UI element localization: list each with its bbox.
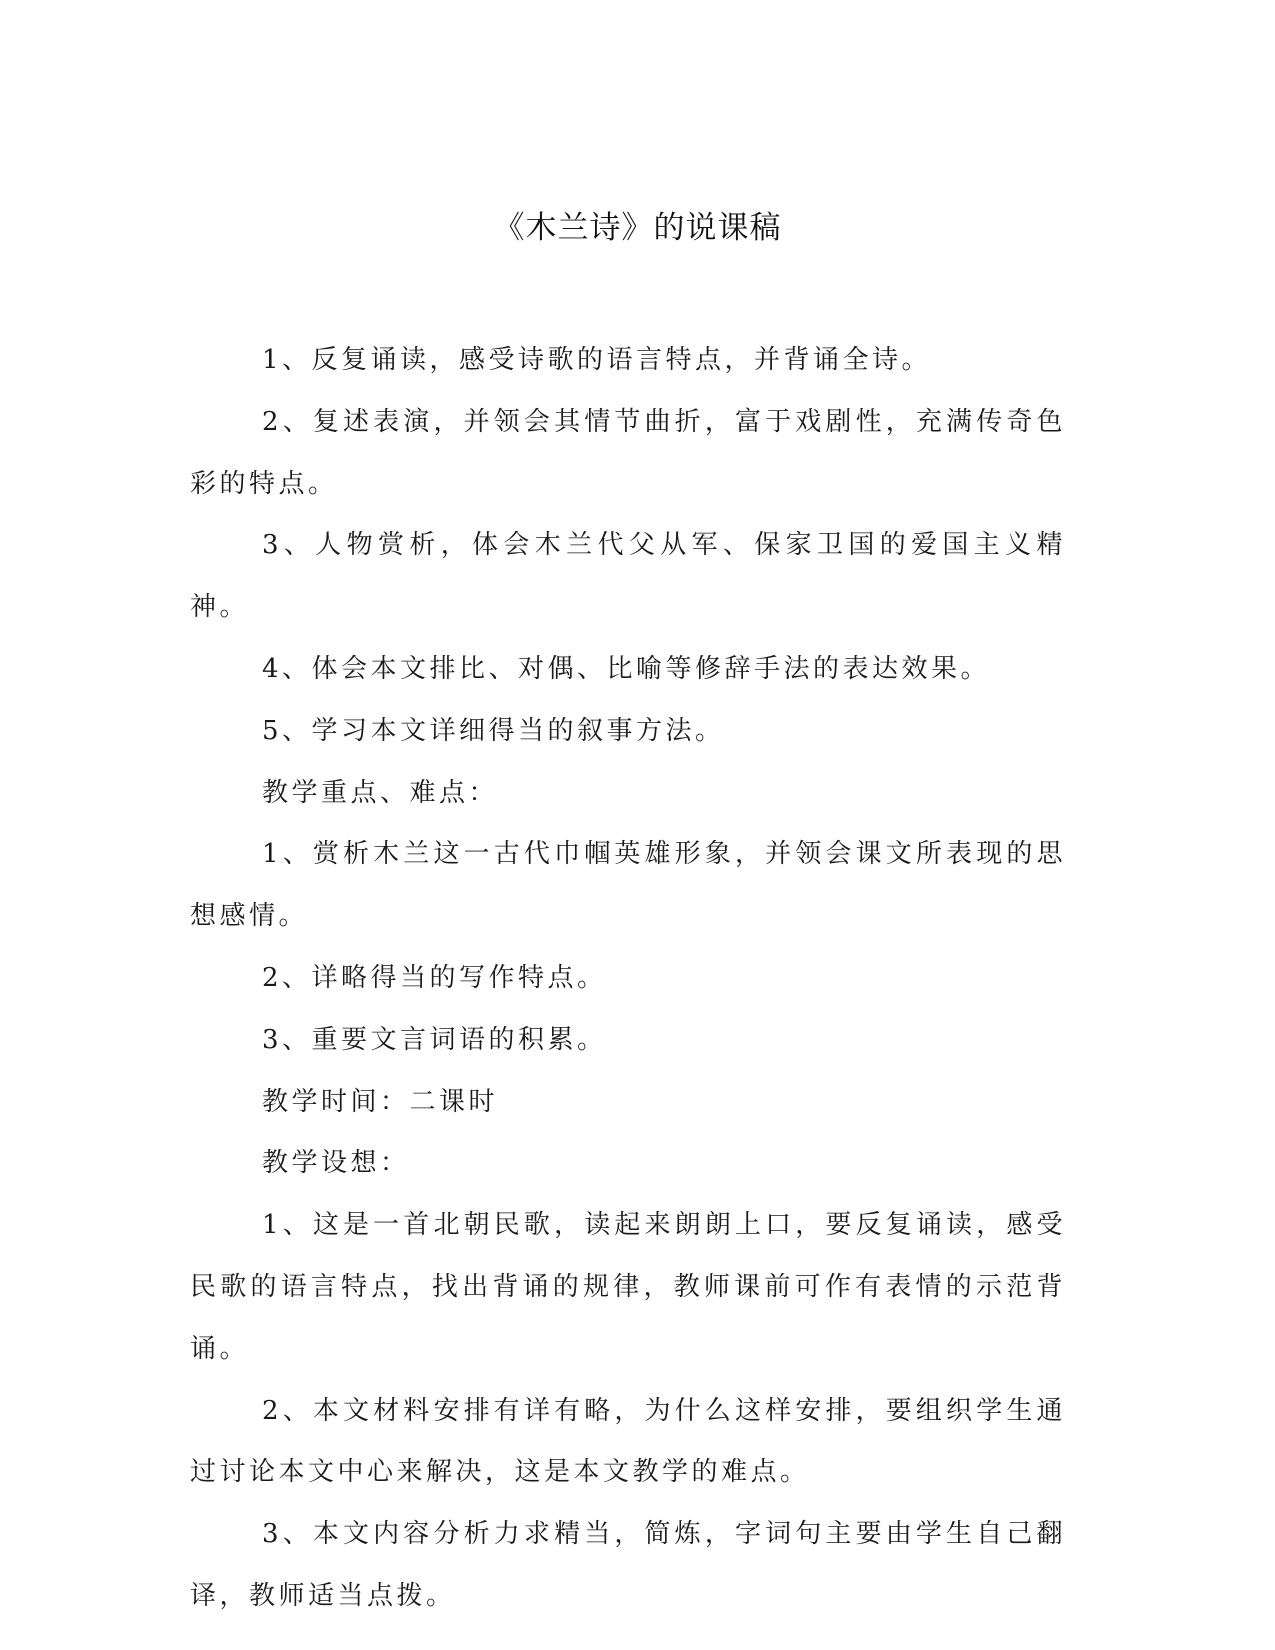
paragraph: 3、本文内容分析力求精当，简炼，字词句主要由学生自己翻译，教师适当点拨。 — [190, 1519, 1066, 1611]
document-title: 《木兰诗》的说课稿 — [493, 210, 782, 246]
paragraph: 3、重要文言词语的积累。 — [262, 1024, 607, 1055]
paragraph: 5、学习本文详细得当的叙事方法。 — [262, 715, 725, 746]
paragraph: 3、人物赏析，体会木兰代父从军、保家卫国的爱国主义精神。 — [190, 530, 1066, 623]
paragraph: 1、反复诵读，感受诗歌的语言特点，并背诵全诗。 — [262, 345, 932, 375]
section-heading: 教学重点、难点： — [262, 777, 499, 808]
document-body — [190, 330, 1066, 1628]
paragraph: 1、赏析木兰这一古代巾帼英雄形象，并领会课文所表现的思想感情。 — [190, 839, 1066, 932]
section-heading: 教学设想： — [262, 1148, 410, 1179]
paragraph: 2、本文材料安排有详有略，为什么这样安排，要组织学生通过讨论本文中心来解决，这是本文教学的难点。 — [190, 1395, 1066, 1488]
section-heading: 教学时间：二课时 — [262, 1086, 499, 1117]
paragraph: 4、体会本文排比、对偶、比喻等修辞手法的表达效果。 — [262, 653, 991, 684]
paragraph: 2、详略得当的写作特点。 — [262, 962, 607, 993]
paragraph: 2、复述表演，并领会其情节曲折，富于戏剧性，充满传奇色彩的特点。 — [190, 406, 1066, 499]
paragraph: 1、这是一首北朝民歌，读起来朗朗上口，要反复诵读，感受民歌的语言特点，找出背诵的规律，教师课前可作有表情的示范背诵。 — [190, 1210, 1066, 1364]
